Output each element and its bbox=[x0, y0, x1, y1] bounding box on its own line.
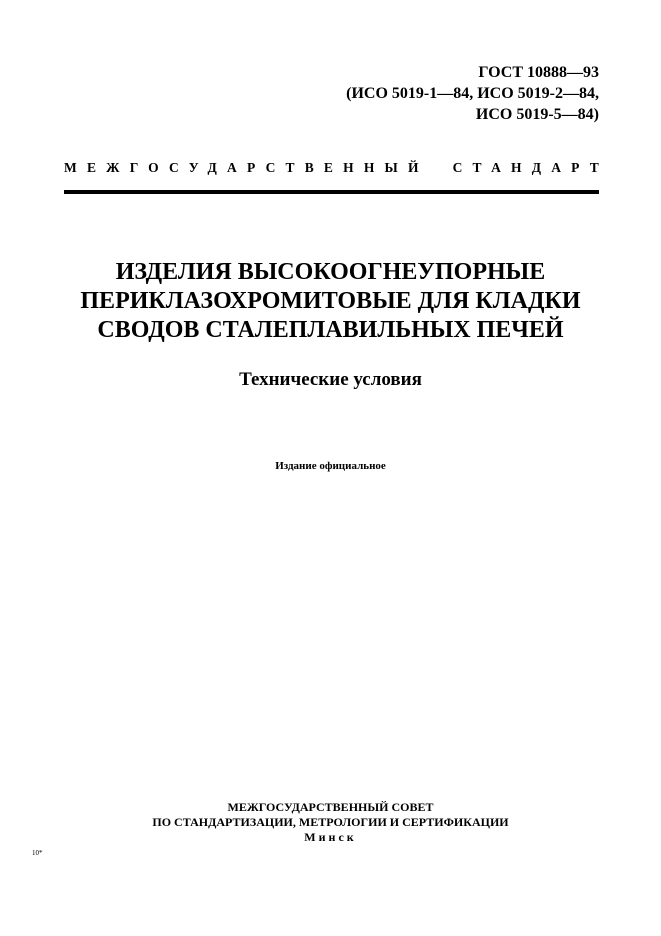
document-subtitle: Технические условия bbox=[239, 369, 422, 390]
council-city: Минск bbox=[304, 830, 357, 844]
corner-print-mark: 10* bbox=[32, 849, 43, 857]
interstate-standard-banner bbox=[64, 160, 609, 176]
iso-reference-line2: ИСО 5019-5—84) bbox=[475, 106, 599, 123]
gost-number: ГОСТ 10888—93 bbox=[478, 64, 599, 81]
title-line-1: ИЗДЕЛИЯ ВЫСОКООГНЕУПОРНЫЕ bbox=[115, 259, 546, 285]
council-line-1: МЕЖГОСУДАРСТВЕННЫЙ СОВЕТ bbox=[227, 800, 434, 814]
issuing-council bbox=[40, 800, 621, 845]
standard-designation bbox=[346, 62, 599, 125]
edition-note: Издание официальное bbox=[275, 460, 386, 472]
horizontal-rule bbox=[64, 190, 599, 194]
title-line-2: ПЕРИКЛАЗОХРОМИТОВЫЕ ДЛЯ КЛАДКИ bbox=[80, 288, 581, 314]
council-line-2: ПО СТАНДАРТИЗАЦИИ, МЕТРОЛОГИИ И СЕРТИФИКАЦИИ bbox=[152, 815, 509, 829]
iso-reference-line1: (ИСО 5019-1—84, ИСО 5019-2—84, bbox=[346, 85, 599, 102]
document-title bbox=[40, 258, 621, 345]
banner-word-standard: СТАНДАРТ bbox=[452, 160, 609, 175]
title-line-3: СВОДОВ СТАЛЕПЛАВИЛЬНЫХ ПЕЧЕЙ bbox=[97, 317, 564, 343]
banner-word-interstate: МЕЖГОСУДАРСТВЕННЫЙ bbox=[64, 160, 429, 175]
